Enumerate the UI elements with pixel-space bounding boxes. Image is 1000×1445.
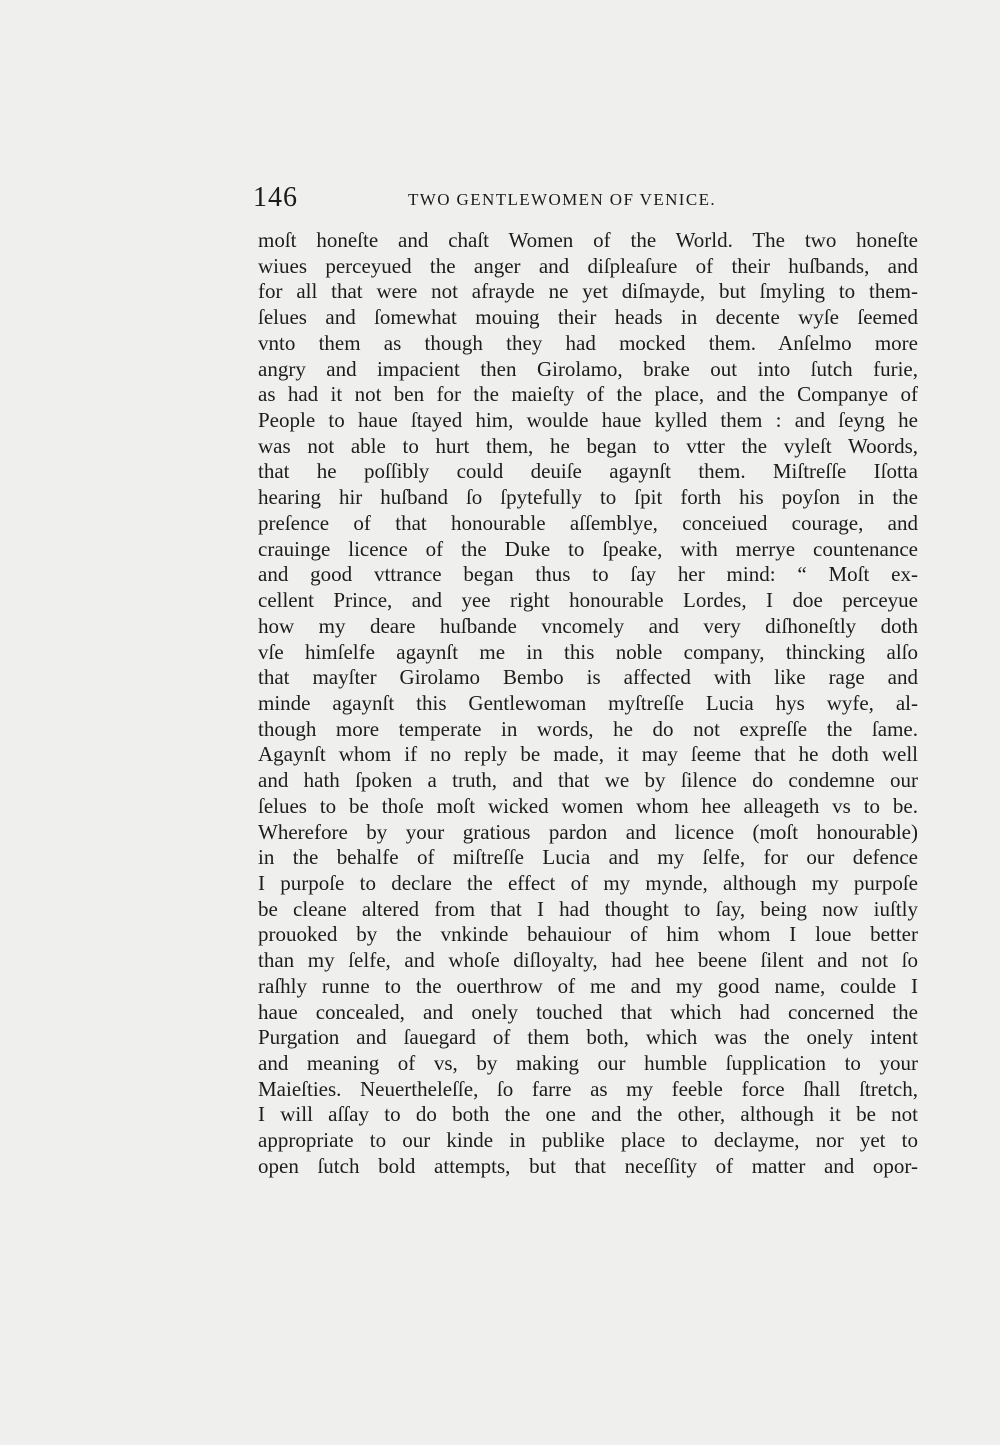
text-line: how my deare huſbande vncomely and very diſhoneſtly doth xyxy=(258,613,918,638)
text-line: haue concealed, and onely touched that which had concerned the xyxy=(258,999,918,1024)
text-line: than my ſelfe, and whoſe diſloyalty, had hee beene ſilent and not ſo xyxy=(258,948,918,973)
text-line: People to haue ſtayed him, woulde haue kylled them : and ſeyng he xyxy=(258,408,918,433)
text-line: ſelues to be thoſe moſt wicked women whom hee alleageth vs to be. xyxy=(258,793,918,818)
text-line: prouoked by the vnkinde behauiour of him whom I loue better xyxy=(258,922,918,947)
text-line: I will aſſay to do both the one and the other, although it be not xyxy=(258,1102,918,1127)
page-header xyxy=(253,182,913,218)
text-line: that mayſter Girolamo Bembo is affected with like rage and xyxy=(258,665,918,690)
text-line: cellent Prince, and yee right honourable Lordes, I doe perceyue xyxy=(258,588,918,613)
text-line: I purpoſe to declare the effect of my mynde, although my purpoſe xyxy=(258,870,918,895)
text-line: as had it not ben for the maieſty of the place, and the Companye of xyxy=(258,382,918,407)
page-number: 146 xyxy=(253,182,298,213)
text-line: vſe himſelfe agaynſt me in this noble company, thincking alſo xyxy=(258,639,918,664)
text-line: Maieſties. Neuertheleſſe, ſo farre as my feeble force ſhall ſtretch, xyxy=(258,1076,918,1101)
text-line: though more temperate in words, he do not expreſſe the ſame. xyxy=(258,716,918,741)
text-line: appropriate to our kinde in publike place to declayme, nor yet to xyxy=(258,1128,918,1153)
text-line: minde agaynſt this Gentlewoman myſtreſſe Lucia hys wyfe, al- xyxy=(258,690,918,715)
text-line: open ſutch bold attempts, but that neceſſity of matter and opor- xyxy=(258,1153,918,1178)
text-line: Agaynſt whom if no reply be made, it may ſeeme that he doth well xyxy=(258,742,918,767)
text-line: that he poſſibly could deuiſe agaynſt them. Miſtreſſe Iſotta xyxy=(258,459,918,484)
text-line: ſelues and ſomewhat mouing their heads in decente wyſe ſeemed xyxy=(258,305,918,330)
text-line: for all that were not afrayde ne yet diſmayde, but ſmyling to them- xyxy=(258,279,918,304)
text-line: raſhly runne to the ouerthrow of me and my good name, coulde I xyxy=(258,973,918,998)
text-line: Purgation and ſauegard of them both, which was the onely intent xyxy=(258,1025,918,1050)
text-line: in the behalfe of miſtreſſe Lucia and my ſelfe, for our defence xyxy=(258,845,918,870)
body-text xyxy=(258,228,918,1180)
text-line: hearing hir huſband ſo ſpytefully to ſpit forth his poyſon in the xyxy=(258,485,918,510)
text-line: be cleane altered from that I had thought to ſay, being now iuſtly xyxy=(258,896,918,921)
text-line: moſt honeſte and chaſt Women of the World. The two honeſte xyxy=(258,228,918,252)
text-line: angry and impacient then Girolamo, brake out into ſutch furie, xyxy=(258,356,918,381)
text-line: vnto them as though they had mocked them. Anſelmo more xyxy=(258,330,918,355)
text-line: and good vttrance began thus to ſay her mind: “ Moſt ex- xyxy=(258,562,918,587)
text-line: crauinge licence of the Duke to ſpeake, with merrye countenance xyxy=(258,536,918,561)
text-line: wiues perceyued the anger and diſpleaſure of their huſbands, and xyxy=(258,253,918,278)
text-line: preſence of that honourable aſſemblye, conceiued courage, and xyxy=(258,510,918,535)
running-head: TWO GENTLEWOMEN OF VENICE. xyxy=(408,190,717,209)
text-line: Wherefore by your gratious pardon and licence (moſt honourable) xyxy=(258,819,918,844)
text-line: and meaning of vs, by making our humble ſupplication to your xyxy=(258,1051,918,1075)
text-line: was not able to hurt them, he began to vtter the vyleſt Woords, xyxy=(258,433,918,458)
text-line: and hath ſpoken a truth, and that we by ſilence do condemne our xyxy=(258,768,918,793)
